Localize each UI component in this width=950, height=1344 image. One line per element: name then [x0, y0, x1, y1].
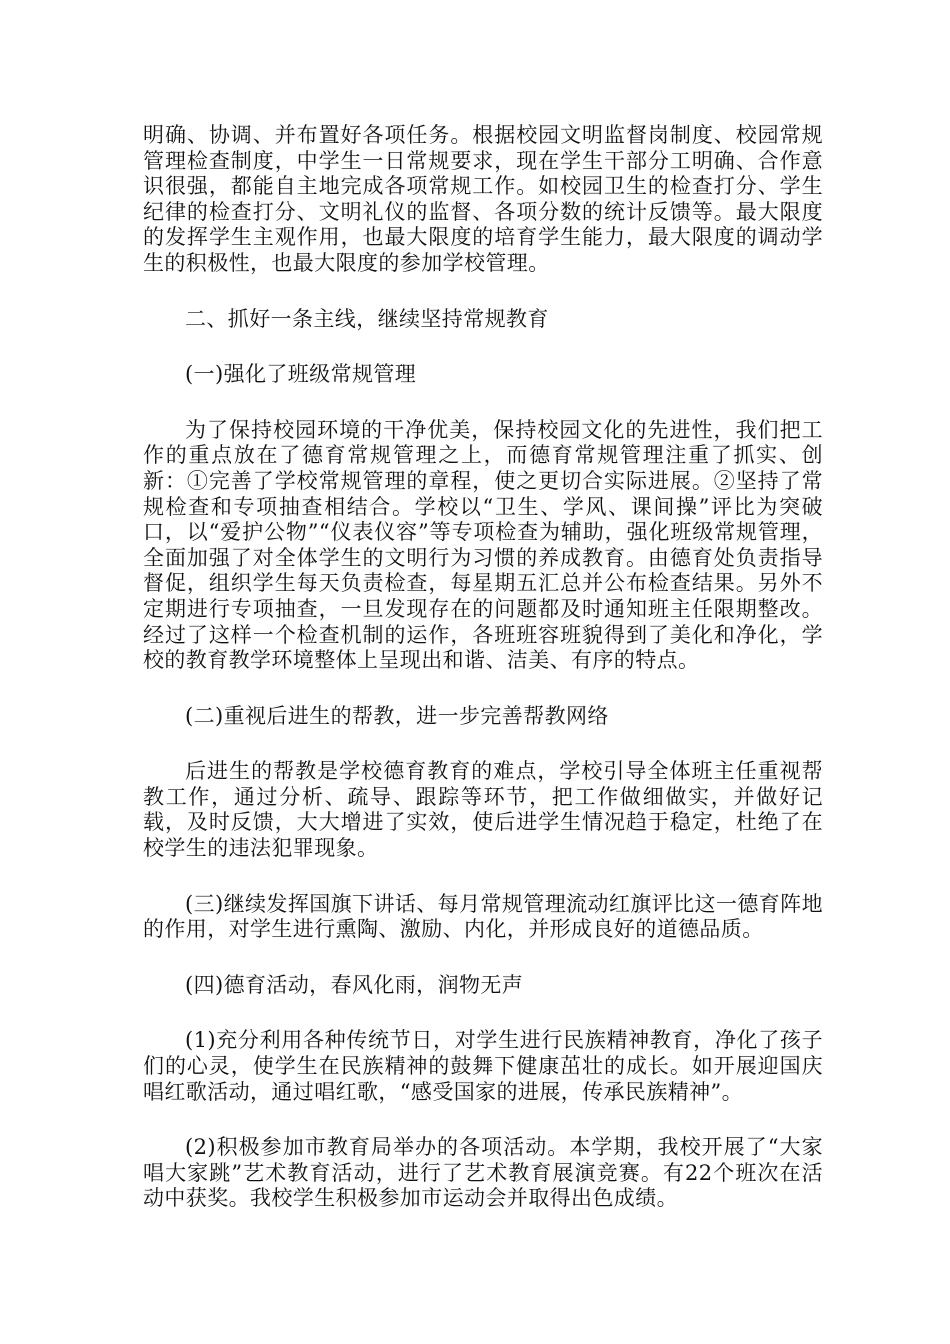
- document-page: [143, 123, 823, 1212]
- subheading-moral-activities: (四)德育活动，春风化雨，润物无声: [185, 972, 524, 997]
- paragraph-class-routine-management: 为了保持校园环境的干净优美，保持校园文化的先进性，我们把工作的重点放在了德育常规管理之上，而德育常规管理注重了抓实、创新：①完善了学校常规管理的章程，使之更切合实际进展。②坚持了常规检查和专项抽查相结合。学校以“卫生、学风、课间操”评比为突破口，以“爱护公物”“仪表仪容”等专项检查为辅助，强化班级常规管理，全面加强了对全体学生的文明行为习惯的养成教育。由德育处负责指导督促，组织学生每天负责检查，每星期五汇总并公布检查结果。另外不定期进行专项抽查，一旦发现存在的问题都及时通知班主任限期整改。经过了这样一个检查机制的运作，各班班容班貌得到了美化和净化，学校的教育教学环境整体上呈现出和谐、洁美、有序的特点。: [143, 417, 823, 673]
- paragraph-tasks-continuation: 明确、协调、并布置好各项任务。根据校园文明监督岗制度、校园常规管理检查制度，中学生一日常规要求，现在学生干部分工明确、合作意识很强，都能自主地完成各项常规工作。如校园卫生的检查打分、学生纪律的检查打分、文明礼仪的监督、各项分数的统计反馈等。最大限度的发挥学生主观作用，也最大限度的培育学生能力，最大限度的调动学生的积极性，也最大限度的参加学校管理。: [143, 123, 823, 275]
- paragraph-education-bureau-activities: (2)积极参加市教育局举办的各项活动。本学期，我校开展了“大家唱大家跳”艺术教育活动，进行了艺术教育展演竞赛。有22个班次在活动中获奖。我校学生积极参加市运动会并取得出色成绩。: [143, 1135, 823, 1211]
- subheading-class-routine-management: (一)强化了班级常规管理: [185, 362, 417, 387]
- paragraph-flag-speech: (三)继续发挥国旗下讲话、每月常规管理流动红旗评比这一德育阵地的作用，对学生进行熏陶、激励、内化，并形成良好的道德品质。: [143, 891, 823, 942]
- section-heading-routine-education: 二、抓好一条主线，继续坚持常规教育: [185, 306, 549, 331]
- subheading-struggling-students: (二)重视后进生的帮教，进一步完善帮教网络: [185, 703, 609, 728]
- paragraph-struggling-students: 后进生的帮教是学校德育教育的难点，学校引导全体班主任重视帮教工作，通过分析、疏导、跟踪等环节，把工作做细做实，并做好记载，及时反馈，大大增进了实效，使后进学生情况趋于稳定，杜绝了在校学生的违法犯罪现象。: [143, 759, 823, 861]
- paragraph-traditional-festivals: (1)充分利用各种传统节日，对学生进行民族精神教育，净化了孩子们的心灵，使学生在民族精神的鼓舞下健康茁壮的成长。如开展迎国庆唱红歌活动，通过唱红歌，“感受国家的进展，传承民族精神”。: [143, 1028, 823, 1104]
